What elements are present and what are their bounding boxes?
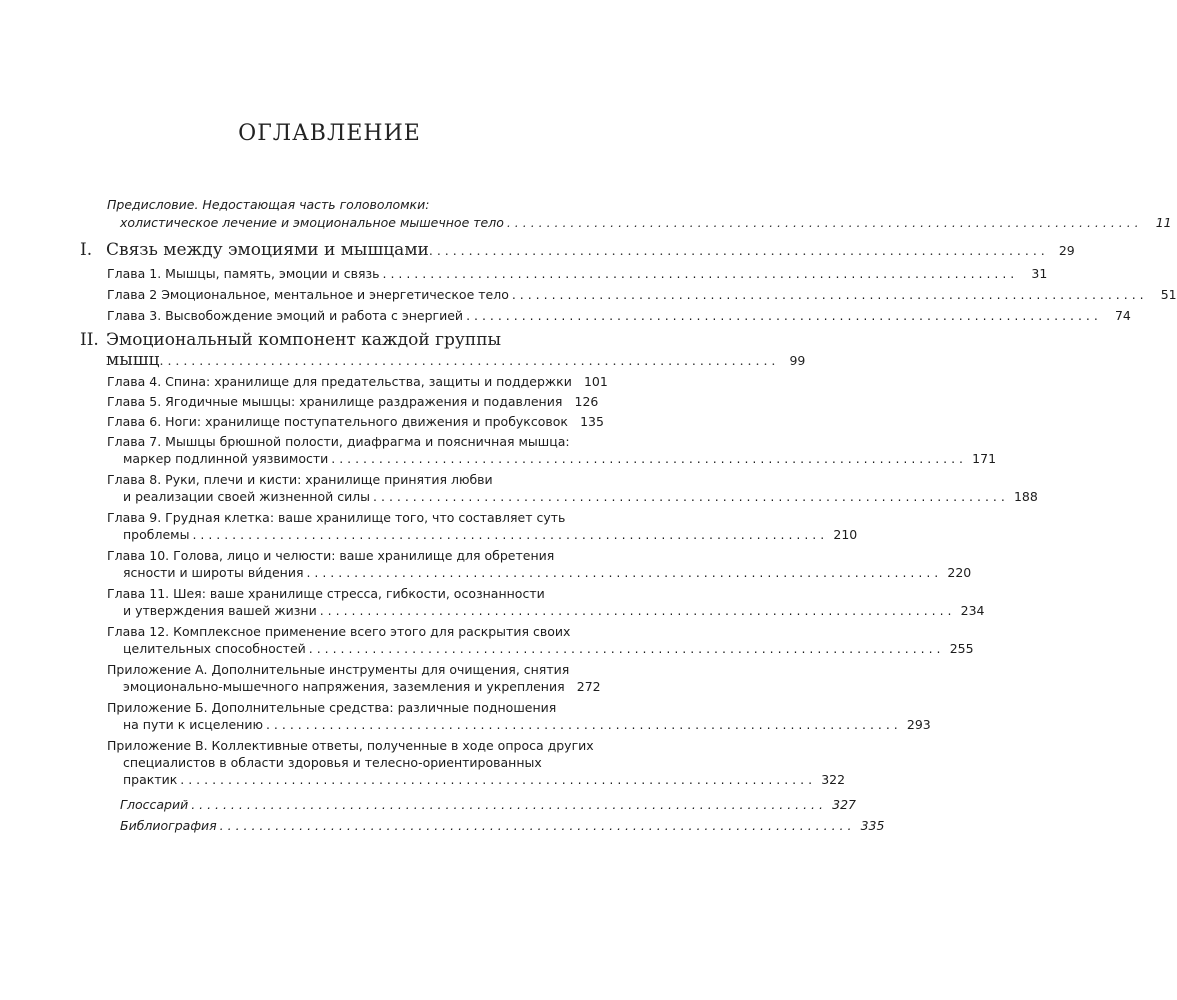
toc-page-number: 29	[1058, 243, 1075, 258]
toc-page-number: 272	[576, 679, 601, 694]
toc-entry-title: практик	[123, 772, 178, 787]
toc-entry[interactable]	[107, 661, 601, 695]
leader-dots: . . . . . . . . . . . . . . . . . . . . . . . . . . . . . . . . . . . . . . . . . . . . . . . . . . . . . . . . . . . . . . . . . . . . . . . . . . . . . . . .	[331, 451, 964, 466]
leader-dots: . . . . . . . . . . . . . . . . . . . . . . . . . . . . . . . . . . . . . . . . . . . . . . . . . . . . . . . . . . . . . . . . . . . . . . . . . . . . . . . .	[192, 527, 825, 542]
toc-entry-title: Глава 5. Ягодичные мышцы: хранилище раздражения и подавления	[107, 394, 563, 409]
toc-entry-line: Глава 8. Руки, плечи и кисти: хранилище принятия любви	[107, 472, 493, 487]
toc-entry-line: Глава 7. Мышцы брюшной полости, диафрагма и поясничная мышца:	[107, 434, 570, 449]
toc-entry[interactable]	[107, 623, 974, 657]
toc-entry-title: проблемы	[123, 527, 190, 542]
page-title: оглавление	[238, 112, 421, 148]
toc-entry[interactable]	[107, 393, 599, 410]
toc-page-number: 188	[1013, 489, 1038, 504]
toc-entry-line: Глава 10. Голова, лицо и челюсти: ваше хранилище для обретения	[107, 548, 555, 563]
toc-entry-line: Приложение А. Дополнительные инструменты для очищения, снятия	[107, 662, 570, 677]
toc-preface-line1[interactable]: Предисловие. Недостающая часть головоломки:	[107, 197, 430, 212]
toc-page-number: 11	[1155, 215, 1172, 230]
toc-entry[interactable]	[107, 509, 858, 543]
toc-entry-title: и реализации своей жизненной силы	[123, 489, 371, 504]
toc-page-number: 31	[1031, 266, 1048, 281]
toc-entry[interactable]	[107, 265, 1048, 282]
toc-entry-title: целительных способностей	[123, 641, 306, 656]
toc-entry-line: Приложение В. Коллективные ответы, полученные в ходе опроса других	[107, 738, 594, 753]
toc-entry[interactable]	[107, 471, 1038, 505]
toc-entry[interactable]	[107, 413, 604, 430]
toc-entry-line: специалистов в области здоровья и телесно-ориентированных	[123, 755, 542, 770]
toc-page-number: 322	[821, 772, 846, 787]
toc-page-number: 327	[832, 797, 856, 812]
toc-entry-line: Глава 12. Комплексное применение всего этого для раскрытия своих	[107, 624, 571, 639]
toc-entry-line: Глава 9. Грудная клетка: ваше хранилище того, что составляет суть	[107, 510, 566, 525]
toc-entry[interactable]	[107, 307, 1131, 324]
toc-page-number: 135	[580, 414, 604, 429]
part-title: Связь между эмоциями и мышцами	[106, 240, 429, 260]
toc-entry-title: холистическое лечение и эмоциональное мышечное тело	[120, 215, 504, 230]
toc-page-number: 335	[860, 818, 885, 833]
toc-part-1[interactable]	[80, 240, 1075, 261]
toc-entry[interactable]	[120, 817, 885, 834]
leader-dots: . . . . . . . . . . . . . . . . . . . . . . . . . . . . . . . . . . . . . . . . . . . . . . . . . . . . . . . . . . . . . . . . . . . . . . . . . . . . . . . .	[180, 772, 813, 787]
leader-dots: . . . . . . . . . . . . . . . . . . . . . . . . . . . . . . . . . . . . . . . . . . . . . . . . . . . . . . . . . . . . . . . . . . . . . . . . . . . . . . . .	[466, 308, 1098, 323]
leader-dots: . . . . . . . . . . . . . . . . . . . . . . . . . . . . . . . . . . . . . . . . . . . . . . . . . . . . . . . . . . . . . . . . . . . . . . . . . . . . . . . .	[308, 641, 941, 656]
leader-dots: . . . . . . . . . . . . . . . . . . . . . . . . . . . . . . . . . . . . . . . . . . . . . . . . . . . . . . . . . . . . . . . . . . . . . . . . . . . . . . . .	[382, 266, 1015, 281]
part-title-line2: мышц	[106, 350, 160, 370]
leader-dots	[507, 214, 1139, 231]
toc-entry-title: Библиография	[120, 818, 217, 833]
toc-page-number: 51	[1160, 287, 1177, 302]
leader-dots: . . . . . . . . . . . . . . . . . . . . . . . . . . . . . . . . . . . . . . . . . . . . . . . . . . . . . . . . . . . . . . . . . . . . . . . . . . . . . . . .	[219, 818, 852, 833]
toc-page-number: 220	[947, 565, 972, 580]
toc-page-number: 99	[789, 353, 806, 368]
toc-part-2[interactable]	[80, 330, 806, 371]
toc-page-number: 255	[949, 641, 974, 656]
toc-entry-title: маркер подлинной уязвимости	[123, 451, 329, 466]
leader-dots: . . . . . . . . . . . . . . . . . . . . . . . . . . . . . . . . . . . . . . . . . . . . . . . . . . . . . . . . . . . . . . . . . . . . . . . . . . . . . . . .	[306, 565, 939, 580]
toc-entry[interactable]	[107, 286, 1177, 303]
toc-entry[interactable]	[107, 433, 997, 467]
toc-page-number: 74	[1114, 308, 1131, 323]
toc-entry-title: Глава 3. Высвобождение эмоций и работа с энергией	[107, 308, 464, 323]
toc-entry[interactable]	[120, 796, 856, 813]
toc-entry[interactable]	[107, 737, 846, 788]
toc-entry-line: Приложение Б. Дополнительные средства: различные подношения	[107, 700, 557, 715]
toc-entry-title: Глава 1. Мышцы, память, эмоции и связь	[107, 266, 380, 281]
leader-dots: . . . . . . . . . . . . . . . . . . . . . . . . . . . . . . . . . . . . . . . . . . . . . . . . . . . . . . . . . . . . . . . . . . . . . . . . . . . . . . . .	[265, 717, 898, 732]
leader-dots: . . . . . . . . . . . . . . . . . . . . . . . . . . . . . . . . . . . . . . . . . . . . . . . . . . . . . . . . . . . . . . . . . . . . . . . . . . . . . . . .	[319, 603, 952, 618]
toc-entry-title: Глоссарий	[120, 797, 189, 812]
leader-dots: . . . . . . . . . . . . . . . . . . . . . . . . . . . . . . . . . . . . . . . . . . . . . . . . . . . . . . . . . . . . . . . . . . . . . . . . . . . . . . . .	[373, 489, 1005, 504]
toc-page-number: 210	[833, 527, 858, 542]
leader-dots: . . . . . . . . . . . . . . . . . . . . . . . . . . . . . . . . . . . . . . . . . . . . . . . . . . . . . . . . . . . . . . . . . . . . . . . . . . . . . . . .	[191, 797, 823, 812]
part-numeral: I.	[80, 240, 93, 260]
toc-entry[interactable]	[107, 373, 608, 390]
toc-entry-title: и утверждения вашей жизни	[123, 603, 317, 618]
part-numeral: II.	[80, 330, 99, 350]
toc-entry[interactable]	[107, 699, 931, 733]
leader-dots	[160, 351, 776, 371]
toc-page-number: 293	[906, 717, 931, 732]
leader-dots: . . . . . . . . . . . . . . . . . . . . . . . . . . . . . . . . . . . . . . . . . . . . . . . . . . . . . . . . . . . . . . . . . . . . . . . . . . . . . . . .	[511, 287, 1144, 302]
toc-entry-title: Глава 6. Ноги: хранилище поступательного движения и пробуксовок	[107, 414, 568, 429]
toc-entry-title: эмоционально-мышечного напряжения, заземления и укрепления	[123, 679, 565, 694]
part-title-line1: Эмоциональный компонент каждой группы	[106, 330, 502, 350]
toc-entry-title: на пути к исцелению	[123, 717, 263, 732]
toc-page-number: 101	[583, 374, 608, 389]
toc-entry-title: Глава 4. Спина: хранилище для предательства, защиты и поддержки	[107, 374, 572, 389]
toc-page-number: 126	[574, 394, 599, 409]
toc-page-number: 234	[960, 603, 985, 618]
toc-entry-line: Глава 11. Шея: ваше хранилище стресса, гибкости, осознанности	[107, 586, 545, 601]
leader-dots	[429, 241, 1045, 261]
toc-entry[interactable]	[107, 547, 972, 581]
toc-page-number: 171	[972, 451, 997, 466]
toc-entry-title: ясности и широты ви́дения	[123, 565, 304, 580]
toc-entry-title: Глава 2 Эмоциональное, ментальное и энергетическое тело	[107, 287, 509, 302]
toc-entry[interactable]	[107, 585, 985, 619]
toc-preface[interactable]	[120, 214, 1172, 231]
